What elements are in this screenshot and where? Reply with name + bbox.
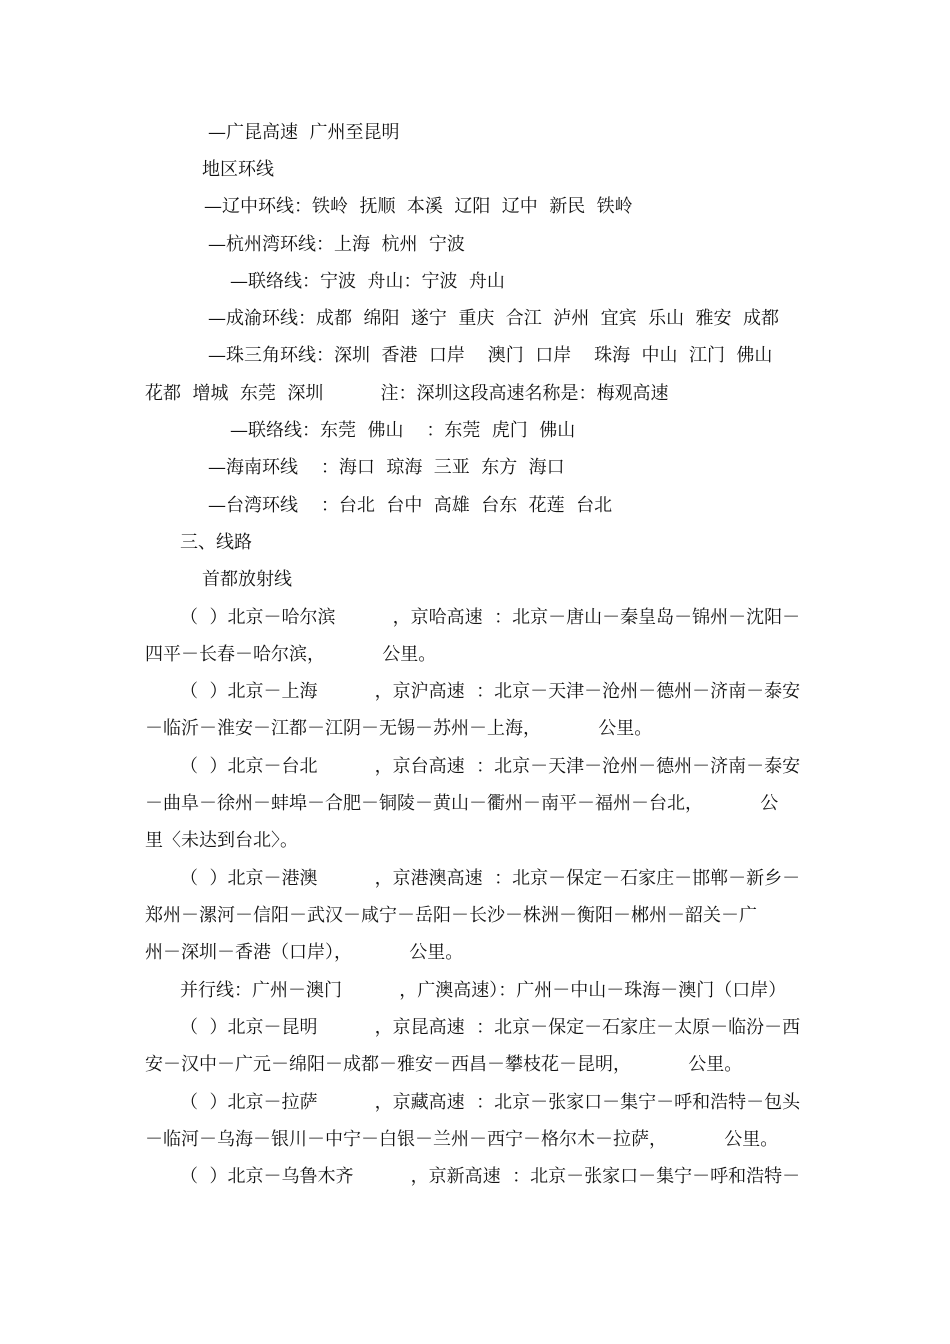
text-line: —珠三角环线：深圳 香港 口岸 澳门 口岸 珠海 中山 江门 佛山 <box>208 345 773 366</box>
text-line: —联络线：宁波 舟山：宁波 舟山 <box>230 271 505 292</box>
text-line: —海南环线 ：海口 琼海 三亚 东方 海口 <box>208 457 565 478</box>
text-line: 里〈未达到台北〉。 <box>145 830 298 851</box>
text-line: －临沂－淮安－江都－江阴－无锡－苏州－上海， 公里。 <box>145 718 653 739</box>
text-line: －曲阜－徐州－蚌埠－合肥－铜陵－黄山－衢州－南平－福州－台北， 公 <box>145 793 779 814</box>
section-heading: 地区环线 <box>202 159 274 180</box>
text-line: —广昆高速 广州至昆明 <box>208 122 400 143</box>
text-line: —杭州湾环线：上海 杭州 宁波 <box>208 234 465 255</box>
text-line: 花都 增城 东莞 深圳 注：深圳这段高速名称是：梅观高速 <box>145 383 669 404</box>
text-line: （ ）北京－昆明 ，京昆高速 ：北京－保定－石家庄－太原－临汾－西 <box>180 1017 801 1038</box>
text-line: （ ）北京－台北 ，京台高速 ：北京－天津－沧州－德州－济南－泰安 <box>180 756 801 777</box>
text-line: －临河－乌海－银川－中宁－白银－兰州－西宁－格尔木－拉萨， 公里。 <box>145 1129 779 1150</box>
text-line: 安－汉中－广元－绵阳－成都－雅安－西昌－攀枝花－昆明， 公里。 <box>145 1054 743 1075</box>
text-line: 并行线：广州－澳门 ，广澳高速）：广州－中山－珠海－澳门（口岸） <box>180 980 787 1001</box>
section-heading: 首都放射线 <box>202 569 292 590</box>
text-line: 四平－长春－哈尔滨， 公里。 <box>145 644 437 665</box>
section-heading: 三、线路 <box>180 532 252 553</box>
text-line: （ ）北京－上海 ，京沪高速 ：北京－天津－沧州－德州－济南－泰安 <box>180 681 801 702</box>
text-line: —成渝环线：成都 绵阳 遂宁 重庆 合江 泸州 宜宾 乐山 雅安 成都 <box>208 308 779 329</box>
text-line: —辽中环线：铁岭 抚顺 本溪 辽阳 辽中 新民 铁岭 <box>204 196 633 217</box>
text-line: （ ）北京－港澳 ，京港澳高速 ：北京－保定－石家庄－邯郸－新乡－ <box>180 868 801 889</box>
text-line: （ ）北京－哈尔滨 ，京哈高速 ：北京－唐山－秦皇岛－锦州－沈阳－ <box>180 607 801 628</box>
text-line: （ ）北京－乌鲁木齐 ，京新高速 ：北京－张家口－集宁－呼和浩特－ <box>180 1166 801 1187</box>
text-line: 郑州－漯河－信阳－武汉－咸宁－岳阳－长沙－株洲－衡阳－郴州－韶关－广 <box>145 905 757 926</box>
text-line: （ ）北京－拉萨 ，京藏高速 ：北京－张家口－集宁－呼和浩特－包头 <box>180 1092 801 1113</box>
text-line: —联络线：东莞 佛山 ：东莞 虎门 佛山 <box>230 420 576 441</box>
text-line: 州－深圳－香港（口岸）， 公里。 <box>145 942 464 963</box>
text-line: —台湾环线 ：台北 台中 高雄 台东 花莲 台北 <box>208 495 613 516</box>
